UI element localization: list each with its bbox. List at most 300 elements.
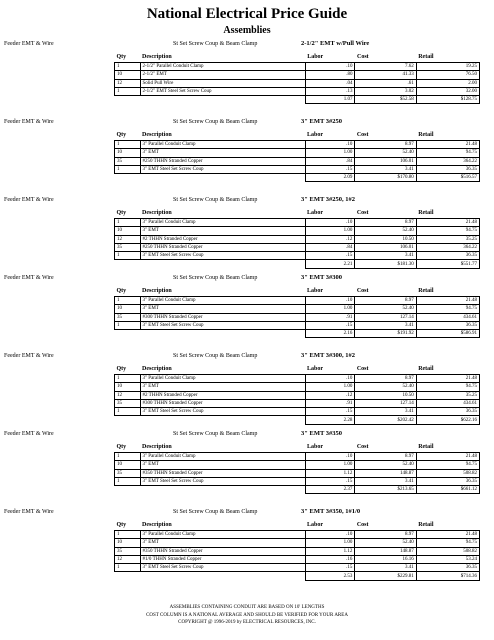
total-labor: 2.37 [305, 486, 355, 494]
cell-retail: 35.25 [416, 391, 479, 399]
cell-labor: 1.12 [305, 469, 355, 477]
assembly-sections [0, 38, 494, 584]
cell-cost: 3.02 [355, 87, 416, 95]
cell-cost: 106.01 [355, 157, 416, 165]
cell-cost: 148.87 [355, 547, 416, 555]
cell-cost: 7.62 [355, 63, 416, 71]
totals-spacer [140, 96, 305, 104]
cell-qty: 35 [115, 313, 141, 321]
column-header-labor: Labor [305, 52, 355, 63]
cell-retail: 19.25 [416, 63, 479, 71]
column-header-qty: Qty [115, 520, 141, 531]
cell-labor: 1.00 [305, 539, 355, 547]
cell-cost: 3.41 [355, 252, 416, 260]
assembly-table [114, 286, 480, 338]
section-assembly-name: 3" EMT 3#300 [301, 274, 343, 281]
total-retail: $586.91 [416, 330, 479, 338]
table-row [115, 297, 480, 305]
cell-retail: 21.48 [416, 375, 479, 383]
cell-labor: .15 [305, 252, 355, 260]
cell-qty: 35 [115, 399, 141, 407]
assembly-table [114, 208, 480, 269]
cell-cost: 127.14 [355, 399, 416, 407]
column-header-retail: Retail [416, 364, 479, 375]
cell-labor: .15 [305, 165, 355, 173]
table-header-row [115, 364, 480, 375]
table-row [115, 321, 480, 329]
cell-labor: .15 [305, 321, 355, 329]
table-row [115, 87, 480, 95]
total-cost: $191.92 [355, 330, 416, 338]
cell-labor: .10 [305, 219, 355, 227]
total-retail: $128.75 [416, 96, 479, 104]
column-header-description: Description [140, 286, 305, 297]
assembly-table [114, 442, 480, 494]
cell-qty: 1 [115, 219, 141, 227]
cell-cost: 8.97 [355, 453, 416, 461]
cell-qty: 1 [115, 531, 141, 539]
totals-row [115, 486, 480, 494]
cell-cost: 8.97 [355, 141, 416, 149]
cell-qty: 35 [115, 243, 141, 251]
cell-labor: .10 [305, 453, 355, 461]
column-header-labor: Labor [305, 130, 355, 141]
page-title: National Electrical Price Guide [146, 6, 348, 22]
assembly-table [114, 52, 480, 104]
cell-labor: .10 [305, 297, 355, 305]
cell-retail: 21.48 [416, 219, 479, 227]
cell-labor: .10 [305, 141, 355, 149]
cell-qty: 35 [115, 547, 141, 555]
table-header-row [115, 52, 480, 63]
column-header-retail: Retail [416, 520, 479, 531]
cell-labor: .80 [305, 71, 355, 79]
cell-description: 3" EMT Steel Set Screw Coup [140, 321, 305, 329]
column-header-retail: Retail [416, 130, 479, 141]
cell-cost: 10.50 [355, 391, 416, 399]
table-row [115, 375, 480, 383]
cell-description: 3" EMT Steel Set Screw Coup [140, 477, 305, 485]
totals-spacer [115, 330, 141, 338]
table-row [115, 157, 480, 165]
cell-retail: 2.00 [416, 79, 479, 87]
cell-cost: 41.33 [355, 71, 416, 79]
cell-retail: 36.35 [416, 252, 479, 260]
section-header [0, 506, 494, 518]
column-header-retail: Retail [416, 52, 479, 63]
table-row [115, 539, 480, 547]
assembly-section [0, 428, 494, 506]
column-header-labor: Labor [305, 286, 355, 297]
cell-description: 3" Parallel Conduit Clamp [140, 297, 305, 305]
cell-retail: 36.35 [416, 321, 479, 329]
table-row [115, 63, 480, 71]
totals-spacer [140, 572, 305, 580]
cell-description: 2-1/2" EMT [140, 71, 305, 79]
cell-retail: 364.22 [416, 243, 479, 251]
column-header-retail: Retail [416, 286, 479, 297]
section-category: Feeder EMT & Wire [4, 509, 54, 515]
totals-spacer [140, 330, 305, 338]
total-labor: 2.09 [305, 174, 355, 182]
column-header-qty: Qty [115, 364, 141, 375]
cell-labor: 1.00 [305, 227, 355, 235]
section-assembly-name: 3" EMT 3#350, 1#1/0 [301, 508, 361, 515]
cell-labor: .91 [305, 313, 355, 321]
cell-cost: 52.40 [355, 539, 416, 547]
cell-description: #2 THHN Stranded Copper [140, 235, 305, 243]
cell-labor: .12 [305, 235, 355, 243]
column-header-cost: Cost [355, 130, 416, 141]
totals-row [115, 174, 480, 182]
cell-cost: 3.41 [355, 408, 416, 416]
cell-description: 3" EMT Steel Set Screw Coup [140, 252, 305, 260]
column-header-qty: Qty [115, 286, 141, 297]
section-category: Feeder EMT & Wire [4, 275, 54, 281]
total-retail: $661.12 [416, 486, 479, 494]
cell-labor: .10 [305, 375, 355, 383]
assembly-table [114, 364, 480, 425]
totals-spacer [140, 416, 305, 424]
table-row [115, 219, 480, 227]
cell-retail: 32.00 [416, 87, 479, 95]
cell-qty: 10 [115, 149, 141, 157]
cell-description: Solid Pull Wire [140, 79, 305, 87]
section-category: Feeder EMT & Wire [4, 119, 54, 125]
section-assembly-name: 3" EMT 3#300, 1#2 [301, 352, 356, 359]
cell-qty: 12 [115, 391, 141, 399]
cell-description: 3" EMT [140, 461, 305, 469]
column-header-cost: Cost [355, 52, 416, 63]
cell-qty: 1 [115, 141, 141, 149]
section-category: Feeder EMT & Wire [4, 41, 54, 47]
cell-description: 3" EMT [140, 227, 305, 235]
section-category: Feeder EMT & Wire [4, 431, 54, 437]
total-cost: $202.42 [355, 416, 416, 424]
assembly-section [0, 194, 494, 272]
cell-description: 2-1/2" EMT Steel Set Screw Coup [140, 87, 305, 95]
cell-labor: 1.00 [305, 149, 355, 157]
section-header [0, 350, 494, 362]
cell-retail: 36.35 [416, 408, 479, 416]
cell-labor: .15 [305, 408, 355, 416]
table-row [115, 149, 480, 157]
column-header-retail: Retail [416, 208, 479, 219]
section-category: Feeder EMT & Wire [4, 353, 54, 359]
section-category: Feeder EMT & Wire [4, 197, 54, 203]
cell-cost: 3.41 [355, 165, 416, 173]
cell-qty: 12 [115, 235, 141, 243]
cell-cost: 52.40 [355, 461, 416, 469]
totals-spacer [115, 96, 141, 104]
cell-retail: 94.75 [416, 305, 479, 313]
cell-retail: 36.35 [416, 564, 479, 572]
cell-retail: 76.50 [416, 71, 479, 79]
section-assembly-name: 3" EMT 3#350 [301, 430, 343, 437]
cell-description: #250 THHN Stranded Copper [140, 157, 305, 165]
cell-labor: .15 [305, 564, 355, 572]
section-group: St Set Screw Coup & Beam Clamp [173, 119, 258, 125]
cell-qty: 12 [115, 555, 141, 563]
cell-retail: 21.48 [416, 531, 479, 539]
cell-qty: 1 [115, 477, 141, 485]
cell-cost: 8.97 [355, 375, 416, 383]
total-cost: $229.81 [355, 572, 416, 580]
column-header-labor: Labor [305, 442, 355, 453]
column-header-description: Description [140, 208, 305, 219]
total-cost: $52.58 [355, 96, 416, 104]
cell-qty: 1 [115, 63, 141, 71]
totals-spacer [115, 260, 141, 268]
cell-qty: 10 [115, 539, 141, 547]
table-row [115, 461, 480, 469]
table-row [115, 383, 480, 391]
cell-cost: 16.16 [355, 555, 416, 563]
cell-labor: .84 [305, 157, 355, 165]
cell-qty: 1 [115, 165, 141, 173]
cell-retail: 21.48 [416, 141, 479, 149]
cell-labor: .16 [305, 555, 355, 563]
section-group: St Set Screw Coup & Beam Clamp [173, 509, 258, 515]
table-header-row [115, 286, 480, 297]
footer-line-average: COST COLUMN IS A NATIONAL AVERAGE AND SHOULD BE VERIFIED FOR YOUR AREA [146, 612, 348, 618]
cell-qty: 1 [115, 297, 141, 305]
section-assembly-name: 3" EMT 3#250, 1#2 [301, 196, 356, 203]
cell-qty: 1 [115, 321, 141, 329]
section-header [0, 428, 494, 440]
cell-cost: 3.41 [355, 477, 416, 485]
cell-description: 3" Parallel Conduit Clamp [140, 531, 305, 539]
assembly-section [0, 350, 494, 428]
totals-row [115, 330, 480, 338]
cell-labor: .15 [305, 477, 355, 485]
footer-line-lengths: ASSEMBLIES CONTAINING CONDUIT ARE BASED ON 10' LENGTHS [169, 605, 325, 610]
cell-qty: 10 [115, 71, 141, 79]
column-header-qty: Qty [115, 208, 141, 219]
totals-spacer [115, 572, 141, 580]
total-retail: $622.16 [416, 416, 479, 424]
cell-labor: .84 [305, 243, 355, 251]
assembly-section [0, 38, 494, 116]
cell-retail: 36.35 [416, 165, 479, 173]
cell-qty: 1 [115, 252, 141, 260]
cell-cost: 127.14 [355, 313, 416, 321]
column-header-labor: Labor [305, 364, 355, 375]
table-row [115, 252, 480, 260]
page-subtitle: Assemblies [223, 25, 271, 36]
cell-labor: 1.00 [305, 383, 355, 391]
table-row [115, 564, 480, 572]
cell-cost: 3.41 [355, 564, 416, 572]
table-row [115, 313, 480, 321]
section-group: St Set Screw Coup & Beam Clamp [173, 431, 258, 437]
totals-row [115, 416, 480, 424]
table-row [115, 165, 480, 173]
column-header-cost: Cost [355, 442, 416, 453]
section-group: St Set Screw Coup & Beam Clamp [173, 41, 258, 47]
cell-qty: 1 [115, 408, 141, 416]
cell-description: 3" EMT Steel Set Screw Coup [140, 408, 305, 416]
cell-retail: 35.25 [416, 235, 479, 243]
table-row [115, 477, 480, 485]
cell-retail: 94.75 [416, 539, 479, 547]
section-group: St Set Screw Coup & Beam Clamp [173, 353, 258, 359]
cell-retail: 94.75 [416, 227, 479, 235]
cell-cost: 3.41 [355, 321, 416, 329]
cell-description: 3" EMT [140, 149, 305, 157]
cell-description: 3" Parallel Conduit Clamp [140, 375, 305, 383]
cell-qty: 35 [115, 469, 141, 477]
totals-spacer [115, 486, 141, 494]
totals-row [115, 572, 480, 580]
column-header-cost: Cost [355, 520, 416, 531]
cell-cost: .61 [355, 79, 416, 87]
cell-description: #1/0 THHN Stranded Copper [140, 555, 305, 563]
table-row [115, 408, 480, 416]
table-row [115, 71, 480, 79]
column-header-cost: Cost [355, 364, 416, 375]
cell-cost: 52.40 [355, 227, 416, 235]
totals-spacer [140, 260, 305, 268]
cell-description: 3" Parallel Conduit Clamp [140, 453, 305, 461]
section-header [0, 38, 494, 50]
cell-description: 3" Parallel Conduit Clamp [140, 141, 305, 149]
assembly-section [0, 272, 494, 350]
cell-retail: 508.82 [416, 547, 479, 555]
section-header [0, 194, 494, 206]
cell-retail: 434.61 [416, 399, 479, 407]
column-header-description: Description [140, 52, 305, 63]
table-header-row [115, 130, 480, 141]
section-header [0, 272, 494, 284]
table-row [115, 235, 480, 243]
total-labor: 2.16 [305, 330, 355, 338]
cell-description: 3" Parallel Conduit Clamp [140, 219, 305, 227]
cell-retail: 94.75 [416, 383, 479, 391]
cell-cost: 148.87 [355, 469, 416, 477]
cell-labor: .10 [305, 531, 355, 539]
cell-retail: 94.75 [416, 149, 479, 157]
column-header-description: Description [140, 130, 305, 141]
cell-labor: 1.12 [305, 547, 355, 555]
column-header-qty: Qty [115, 130, 141, 141]
table-row [115, 305, 480, 313]
cell-description: #300 THHN Stranded Copper [140, 313, 305, 321]
cell-description: #2 THHN Stranded Copper [140, 391, 305, 399]
assembly-table [114, 130, 480, 182]
column-header-retail: Retail [416, 442, 479, 453]
cell-labor: .91 [305, 399, 355, 407]
cell-qty: 1 [115, 87, 141, 95]
table-row [115, 531, 480, 539]
cell-description: 3" EMT Steel Set Screw Coup [140, 564, 305, 572]
table-header-row [115, 442, 480, 453]
column-header-labor: Labor [305, 520, 355, 531]
column-header-cost: Cost [355, 286, 416, 297]
cell-retail: 21.48 [416, 297, 479, 305]
cell-cost: 10.50 [355, 235, 416, 243]
cell-description: #350 THHN Stranded Copper [140, 469, 305, 477]
table-row [115, 453, 480, 461]
total-retail: $714.36 [416, 572, 479, 580]
total-labor: 2.53 [305, 572, 355, 580]
cell-cost: 106.01 [355, 243, 416, 251]
cell-retail: 94.75 [416, 461, 479, 469]
cell-qty: 12 [115, 79, 141, 87]
table-row [115, 555, 480, 563]
total-cost: $181.30 [355, 260, 416, 268]
cell-labor: .13 [305, 87, 355, 95]
table-row [115, 141, 480, 149]
column-header-description: Description [140, 364, 305, 375]
totals-row [115, 260, 480, 268]
section-group: St Set Screw Coup & Beam Clamp [173, 197, 258, 203]
cell-labor: .12 [305, 391, 355, 399]
total-labor: 2.28 [305, 416, 355, 424]
cell-qty: 10 [115, 383, 141, 391]
column-header-qty: Qty [115, 52, 141, 63]
totals-spacer [115, 416, 141, 424]
cell-qty: 10 [115, 305, 141, 313]
cell-retail: 53.24 [416, 555, 479, 563]
table-row [115, 227, 480, 235]
table-row [115, 469, 480, 477]
cell-qty: 1 [115, 453, 141, 461]
column-header-description: Description [140, 442, 305, 453]
cell-description: 3" EMT [140, 539, 305, 547]
cell-qty: 10 [115, 461, 141, 469]
totals-spacer [140, 174, 305, 182]
section-assembly-name: 2-1/2" EMT w/Pull Wire [301, 40, 370, 47]
cell-cost: 52.40 [355, 305, 416, 313]
cell-qty: 10 [115, 227, 141, 235]
cell-retail: 21.48 [416, 453, 479, 461]
totals-spacer [140, 486, 305, 494]
table-header-row [115, 520, 480, 531]
total-labor: 1.07 [305, 96, 355, 104]
cell-description: #350 THHN Stranded Copper [140, 547, 305, 555]
cell-cost: 8.97 [355, 297, 416, 305]
column-header-cost: Cost [355, 208, 416, 219]
table-row [115, 547, 480, 555]
assembly-section [0, 116, 494, 194]
assembly-section [0, 506, 494, 584]
total-cost: $213.65 [355, 486, 416, 494]
table-row [115, 243, 480, 251]
assembly-table [114, 520, 480, 581]
table-header-row [115, 208, 480, 219]
cell-description: 3" EMT Steel Set Screw Coup [140, 165, 305, 173]
cell-qty: 35 [115, 157, 141, 165]
cell-cost: 52.40 [355, 149, 416, 157]
section-header [0, 116, 494, 128]
cell-retail: 36.35 [416, 477, 479, 485]
page-footer [0, 604, 494, 627]
cell-description: 3" EMT [140, 383, 305, 391]
table-row [115, 79, 480, 87]
column-header-description: Description [140, 520, 305, 531]
section-assembly-name: 3" EMT 3#250 [301, 118, 343, 125]
footer-line-copyright: COPYRIGHT @ 1996-2019 by ELECTRICAL RESOURCES, INC. [178, 620, 316, 625]
table-row [115, 391, 480, 399]
total-retail: $551.77 [416, 260, 479, 268]
cell-qty: 1 [115, 564, 141, 572]
cell-retail: 508.82 [416, 469, 479, 477]
section-group: St Set Screw Coup & Beam Clamp [173, 275, 258, 281]
cell-qty: 1 [115, 375, 141, 383]
cell-description: 3" EMT [140, 305, 305, 313]
cell-labor: .04 [305, 79, 355, 87]
